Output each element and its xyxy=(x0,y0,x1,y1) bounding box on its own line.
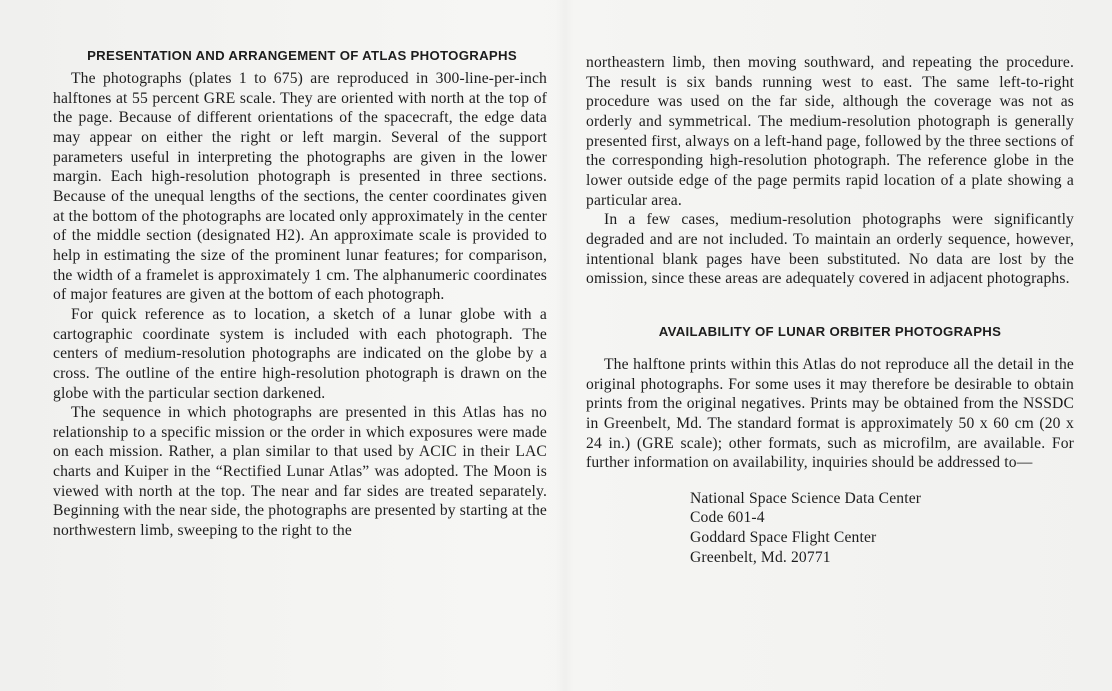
paragraph-plates: The photographs (plates 1 to 675) are reproduced in 300-line-per-inch halftones at 55 percent GRE scale. They are oriented with north at the top of the page. Because of different orientations of the spacecraft, the edge data may appear on either the right or left margin. Several of the support parameters useful in interpreting the photographs are given in the lower margin. Each high-resolution photograph is presented in three sections. Because of the unequal lengths of the sections, the center coordinates given at the bottom of the photographs are located only approximately in the center of the middle section (designated H2). An approximate scale is provided to help in estimating the size of the prominent lunar features; for comparison, the width of a framelet is approximately 1 cm. The alphanumeric coordinates of major features are given at the bottom of each photograph. xyxy=(53,70,547,304)
section-heading-presentation: PRESENTATION AND ARRANGEMENT OF ATLAS PHOTOGRAPHS xyxy=(87,48,517,63)
mailing-address xyxy=(690,489,1074,568)
paragraph-globe-sketch: For quick reference as to location, a sketch of a lunar globe with a cartographic coordinate system is included with each photograph. The centers of medium-resolution photographs are indicated on the globe by a cross. The outline of the entire high-resolution photograph is drawn on the globe with the particular section darkened. xyxy=(53,305,547,402)
address-line-city: Greenbelt, Md. 20771 xyxy=(690,548,831,566)
right-column xyxy=(586,53,1074,567)
paragraph-halftone-prints: The halftone prints within this Atlas do not reproduce all the detail in the original photographs. For some uses it may therefore be desirable to obtain prints from the original negatives. Prints may be obtained from the NSSDC in Greenbelt, Md. The standard format is approximately 50 x 60 cm (20 x 24 in.) (GRE scale); other formats, such as microfilm, are available. For further information on availability, inquiries should be addressed to— xyxy=(586,355,1074,472)
left-column xyxy=(53,47,547,541)
paragraph-blank-pages: In a few cases, medium-resolution photographs were significantly degraded and are not included. To maintain an orderly sequence, however, intentional blank pages have been substituted. No data are lost by the omission, since these areas are adequately covered in adjacent photographs. xyxy=(586,211,1074,288)
address-line-center: Goddard Space Flight Center xyxy=(690,529,877,547)
address-line-code: Code 601-4 xyxy=(690,509,765,527)
paragraph-sequence-continued: northeastern limb, then moving southward, and repeating the procedure. The result is six bands running west to east. The same left-to-right procedure was used on the far side, although the coverage was not as orderly and symmetrical. The medium-resolution photograph is generally presented first, always on a left-hand page, followed by the three sections of the corresponding high-resolution photograph. The reference globe in the lower outside edge of the page permits rapid location of a plate showing a particular area. xyxy=(586,54,1074,209)
page-fold-shadow xyxy=(556,0,574,691)
paragraph-sequence: The sequence in which photographs are presented in this Atlas has no relationship to a specific mission or the order in which exposures were made on each mission. Rather, a plan similar to that used by ACIC in their LAC charts and Kuiper in the “Rectified Lunar Atlas” was adopted. The Moon is viewed with north at the top. The near and far sides are treated separately. Beginning with the near side, the photographs are presented by starting at the northwestern limb, sweeping to the right to the xyxy=(53,404,547,540)
address-line-org: National Space Science Data Center xyxy=(690,489,922,507)
section-heading-availability: AVAILABILITY OF LUNAR ORBITER PHOTOGRAPHS xyxy=(658,323,1002,339)
